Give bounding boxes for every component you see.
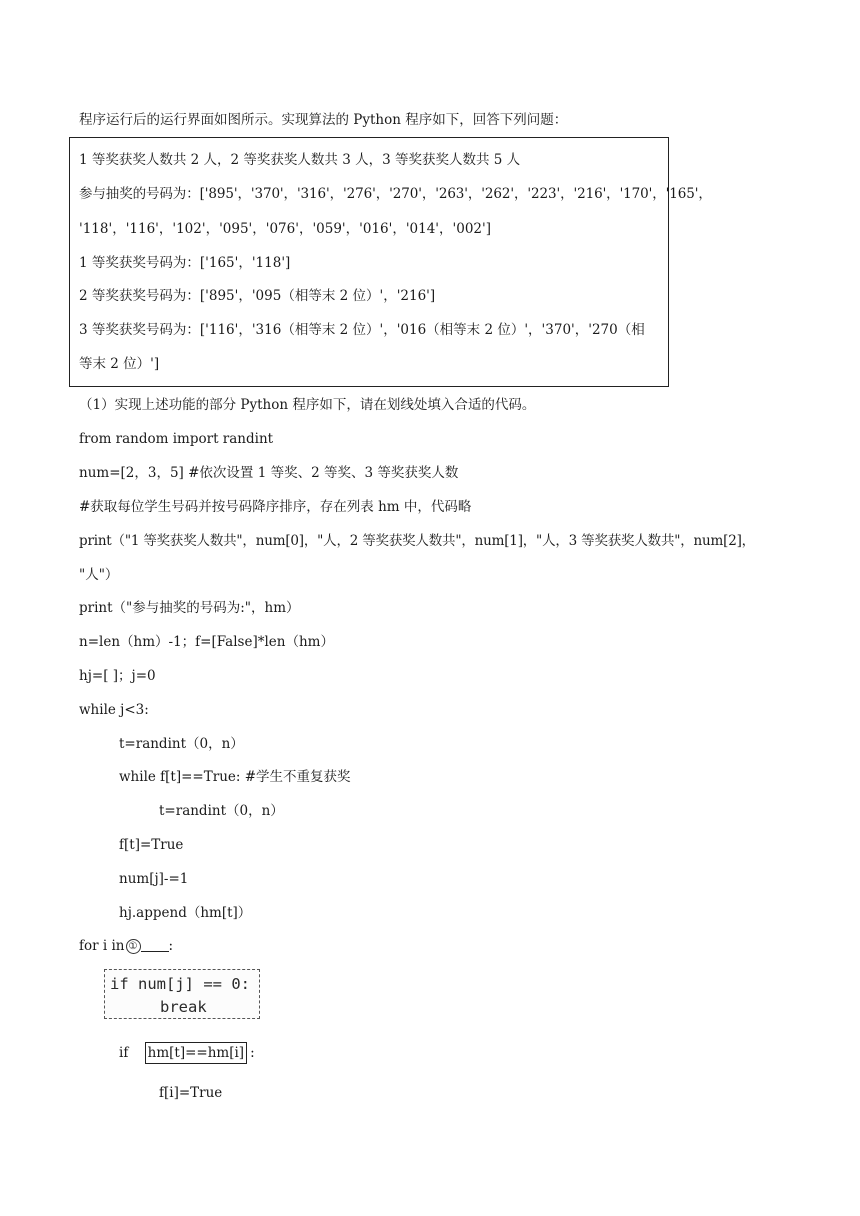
- blank-marker: ①: [126, 939, 141, 954]
- code-line: #获取每位学生号码并按号码降序排序，存在列表 hm 中，代码略: [79, 499, 472, 515]
- code-line: print（"1 等奖获奖人数共"，num[0]，"人，2 等奖获奖人数共"，num[1]，"人，3 等奖获奖人数共"，num[2]，: [79, 533, 755, 549]
- code-line: while j<3:: [79, 702, 149, 718]
- output-line: 2 等奖获奖号码为：['895'，'095（相等末 2 位）'，'216']: [79, 288, 436, 304]
- output-line: 等末 2 位）']: [79, 356, 160, 372]
- code-line: f[i]=True: [159, 1085, 223, 1101]
- framed-condition: [145, 1042, 247, 1064]
- code-line: while f[t]==True: #学生不重复获奖: [119, 769, 351, 785]
- output-line: 参与抽奖的号码为：['895'，'370'，'316'，'276'，'270'，'263'，'262'，'223'，'216'，'170'，'165'，: [79, 186, 712, 202]
- condition-text: hm[t]==hm[i]: [147, 1045, 245, 1061]
- code-line: t=randint（0，n）: [119, 736, 244, 752]
- code-line: f[t]=True: [119, 837, 184, 853]
- snippet-line: break: [160, 998, 207, 1016]
- output-line: 1 等奖获奖人数共 2 人，2 等奖获奖人数共 3 人，3 等奖获奖人数共 5 人: [79, 152, 521, 168]
- if-suffix: :: [250, 1045, 255, 1061]
- code-line: num=[2，3，5] #依次设置 1 等奖、2 等奖、3 等奖获奖人数: [79, 465, 459, 481]
- code-line: num[j]-=1: [119, 871, 189, 887]
- output-line: 1 等奖获奖号码为：['165'，'118']: [79, 255, 291, 271]
- code-line: n=len（hm）-1；f=[False]*len（hm）: [79, 634, 334, 650]
- question-text: （1）实现上述功能的部分 Python 程序如下，请在划线处填入合适的代码。: [79, 397, 536, 413]
- if-keyword: if: [119, 1045, 129, 1061]
- intro-text: 程序运行后的运行界面如图所示。实现算法的 Python 程序如下，回答下列问题：: [79, 112, 568, 128]
- code-line: print（"参与抽奖的号码为:"，hm）: [79, 600, 300, 616]
- code-line: hj=[ ]；j=0: [79, 668, 156, 684]
- for-prefix: for i in: [79, 938, 125, 954]
- output-line: '118'，'116'，'102'，'095'，'076'，'059'，'016'，'014'，'002']: [79, 221, 491, 237]
- code-line: "人"）: [79, 567, 119, 583]
- output-line: 3 等奖获奖号码为：['116'，'316（相等末 2 位）'，'016（相等末 2 位）'，'370'，'270（相: [79, 322, 645, 338]
- for-loop-line: [79, 936, 173, 956]
- code-snippet-image: [104, 969, 260, 1019]
- for-suffix: :: [168, 938, 174, 954]
- if-line: [119, 1042, 255, 1064]
- code-line: t=randint（0，n）: [159, 803, 284, 819]
- snippet-line: if num[j] == 0:: [110, 975, 250, 993]
- code-line: hj.append（hm[t]）: [119, 905, 252, 921]
- fill-in-blank: [141, 937, 169, 952]
- code-line: from random import randint: [79, 431, 274, 447]
